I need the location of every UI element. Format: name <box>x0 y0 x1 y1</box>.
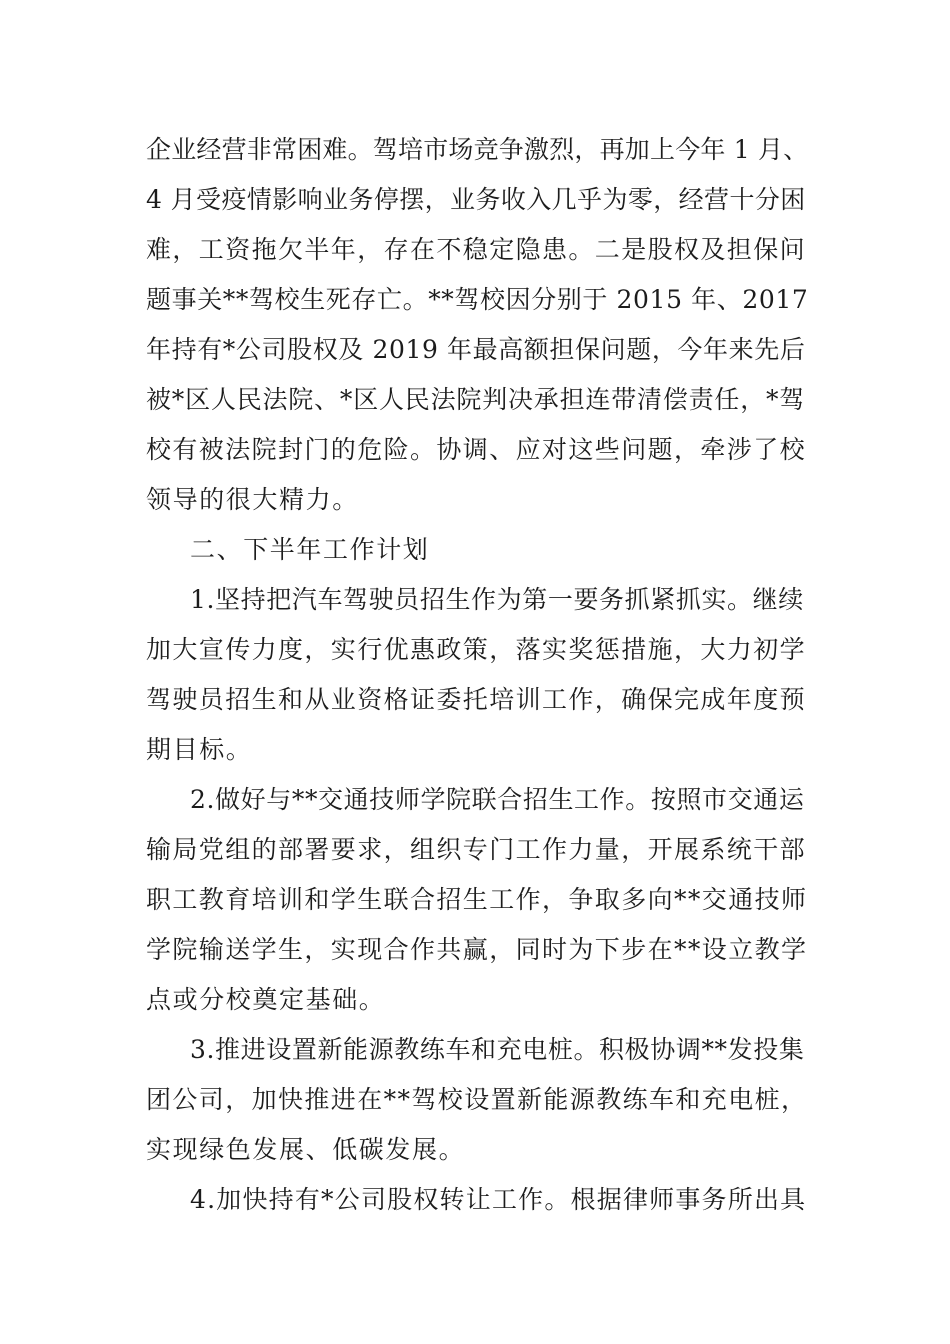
paragraph-line: 加大宣传力度，实行优惠政策，落实奖惩措施，大力初学 <box>146 635 807 664</box>
paragraph-line: 驾驶员招生和从业资格证委托培训工作，确保完成年度预 <box>146 685 807 714</box>
paragraph-line: 领导的很大精力。 <box>146 485 359 514</box>
paragraph-line: 职工教育培训和学生联合招生工作，争取多向**交通技师 <box>146 885 808 914</box>
paragraph-line: 3.推进设置新能源教练车和充电桩。积极协调**发投集 <box>190 1035 805 1064</box>
paragraph-line: 题事关**驾校生死存亡。**驾校因分别于 2015 年、2017 <box>146 285 809 314</box>
paragraph-line: 难，工资拖欠半年，存在不稳定隐患。二是股权及担保问 <box>146 235 807 264</box>
paragraph-line: 4 月受疫情影响业务停摆，业务收入几乎为零，经营十分困 <box>146 185 806 214</box>
paragraph-line: 校有被法院封门的危险。协调、应对这些问题，牵涉了校 <box>146 435 807 464</box>
paragraph-line: 企业经营非常困难。驾培市场竞争激烈，再加上今年 1 月、 <box>146 135 809 164</box>
paragraph-line: 点或分校奠定基础。 <box>146 985 386 1014</box>
paragraph-line: 1.坚持把汽车驾驶员招生作为第一要务抓紧抓实。继续 <box>190 585 804 614</box>
paragraph-line: 被*区人民法院、*区人民法院判决承担连带清偿责任，*驾 <box>146 385 806 414</box>
paragraph-line: 实现绿色发展、低碳发展。 <box>146 1135 466 1164</box>
paragraph-line: 期目标。 <box>146 735 253 764</box>
paragraph-line: 学院输送学生，实现合作共赢，同时为下步在**设立教学 <box>146 935 808 964</box>
paragraph-line: 4.加快持有*公司股权转让工作。根据律师事务所出具 <box>190 1185 807 1214</box>
section-heading: 二、下半年工作计划 <box>190 535 430 564</box>
paragraph-line: 团公司，加快推进在**驾校设置新能源教练车和充电桩， <box>146 1085 808 1114</box>
paragraph-line: 输局党组的部署要求，组织专门工作力量，开展系统干部 <box>146 835 807 864</box>
paragraph-line: 2.做好与**交通技师学院联合招生工作。按照市交通运 <box>190 785 805 814</box>
paragraph-line: 年持有*公司股权及 2019 年最高额担保问题，今年来先后 <box>146 335 806 364</box>
